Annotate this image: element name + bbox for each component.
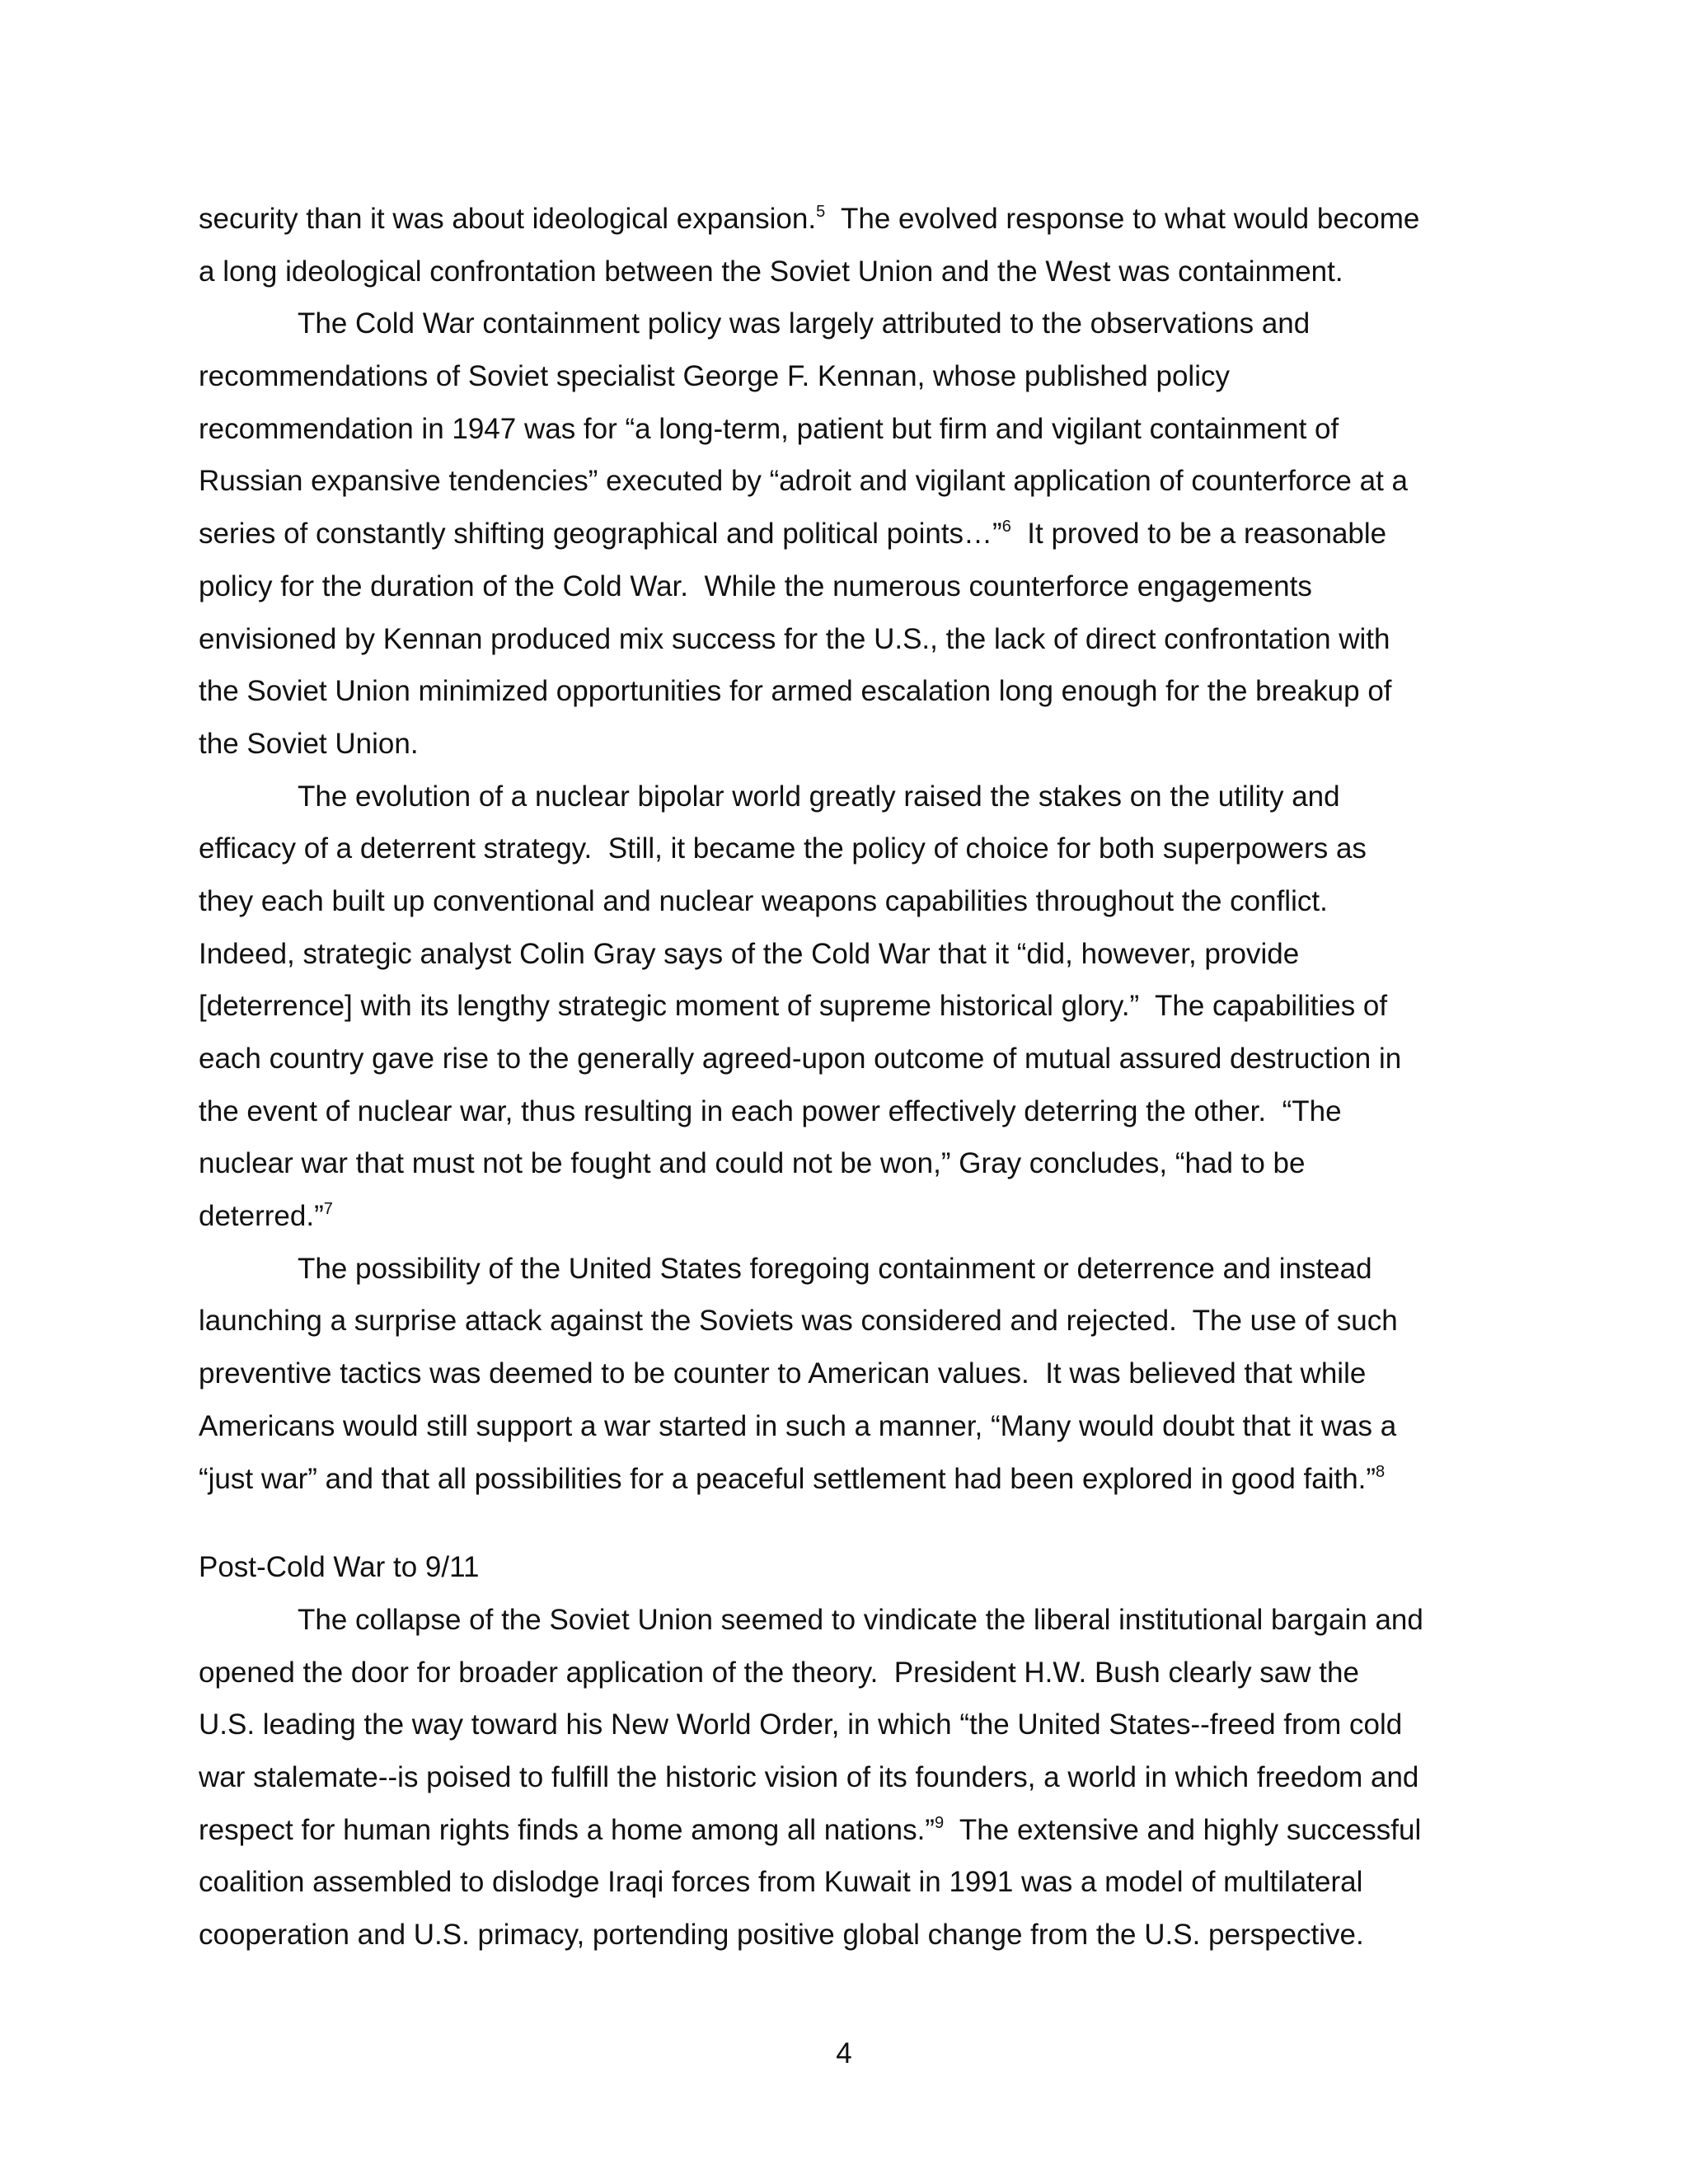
text-line: [deterrence] with its lengthy strategic moment of supreme historical glory.” The capabilities of <box>199 990 1388 1023</box>
text-line: the Soviet Union minimized opportunities for armed escalation long enough for the breakup of <box>199 675 1392 708</box>
text-run: It proved to be a reasonable <box>1010 518 1387 551</box>
text-line: launching a surprise attack against the Soviets was considered and rejected. The use of such <box>199 1305 1398 1338</box>
text-line: each country gave rise to the generally agreed-upon outcome of mutual assured destruction in <box>199 1043 1402 1075</box>
text-line <box>199 1804 1486 1857</box>
text-line: the event of nuclear war, thus resulting in each power effectively deterring the other. “The <box>199 1094 1342 1127</box>
text-line: Indeed, strategic analyst Colin Gray says of the Cold War that it “did, however, provide <box>199 937 1300 970</box>
text-line: envisioned by Kennan produced mix success for the U.S., the lack of direct confrontation with <box>199 622 1390 655</box>
text-run: “just war” and that all possibilities for a peaceful settlement had been explored in good faith.” <box>199 1462 1376 1495</box>
paragraph-start: The Cold War containment policy was largely attributed to the observations and <box>298 307 1311 340</box>
text-line: a long ideological confrontation between the Soviet Union and the West was containment. <box>199 255 1343 288</box>
text-line: Russian expansive tendencies” executed by “adroit and vigilant application of counterforce at a <box>199 465 1408 498</box>
section-heading: Post-Cold War to 9/11 <box>199 1551 480 1584</box>
text-line: coalition assembled to dislodge Iraqi forces from Kuwait in 1991 was a model of multilateral <box>199 1866 1363 1899</box>
footnote-ref-7: 7 <box>323 1200 333 1219</box>
text-line: policy for the duration of the Cold War. While the numerous counterforce engagements <box>199 569 1312 602</box>
text-line: nuclear war that must not be fought and could not be won,” Gray concludes, “had to be <box>199 1147 1306 1180</box>
body-text <box>199 193 1486 1961</box>
text-run: The extensive and highly successful <box>944 1813 1422 1846</box>
text-line <box>199 1190 1486 1243</box>
text-line: recommendation in 1947 was for “a long-term, patient but firm and vigilant containment of <box>199 412 1339 445</box>
text-line: preventive tactics was deemed to be counter to American values. It was believed that while <box>199 1357 1367 1390</box>
text-line: U.S. leading the way toward his New World Order, in which “the United States--freed from cold <box>199 1708 1403 1741</box>
footnote-ref-9: 9 <box>934 1813 945 1832</box>
text-run: respect for human rights finds a home among all nations.” <box>199 1813 935 1846</box>
footnote-ref-5: 5 <box>816 203 826 221</box>
text-line: recommendations of Soviet specialist George F. Kennan, whose published policy <box>199 360 1230 393</box>
text-line: they each built up conventional and nuclear weapons capabilities throughout the conflict. <box>199 884 1328 917</box>
text-line: cooperation and U.S. primacy, portending positive global change from the U.S. perspective. <box>199 1919 1364 1951</box>
paragraph-start: The possibility of the United States foregoing containment or deterrence and instead <box>298 1252 1372 1285</box>
page-number: 4 <box>836 2037 852 2069</box>
footnote-ref-8: 8 <box>1376 1462 1386 1481</box>
text-run: security than it was about ideological expansion. <box>199 203 817 235</box>
paragraph-start: The evolution of a nuclear bipolar world greatly raised the stakes on the utility and <box>298 780 1340 813</box>
text-run: The evolved response to what would become <box>825 203 1420 235</box>
text-line: war stalemate--is poised to fulfill the historic vision of its founders, a world in which freedom and <box>199 1760 1419 1793</box>
text-line: efficacy of a deterrent strategy. Still, it became the policy of choice for both superpowers as <box>199 832 1367 865</box>
text-line: the Soviet Union. <box>199 727 419 760</box>
text-line: Americans would still support a war started in such a manner, “Many would doubt that it was a <box>199 1409 1397 1442</box>
paragraph-start: The collapse of the Soviet Union seemed to vindicate the liberal institutional bargain and <box>298 1603 1423 1636</box>
text-run: series of constantly shifting geographical and political points…” <box>199 518 1002 551</box>
text-line <box>199 1453 1486 1506</box>
text-line <box>199 508 1486 560</box>
text-line: opened the door for broader application of the theory. President H.W. Bush clearly saw the <box>199 1656 1359 1689</box>
footnote-ref-6: 6 <box>1001 518 1011 537</box>
text-run: deterred.” <box>199 1200 324 1233</box>
text-line <box>199 193 1486 246</box>
section-gap <box>199 1505 1486 1541</box>
